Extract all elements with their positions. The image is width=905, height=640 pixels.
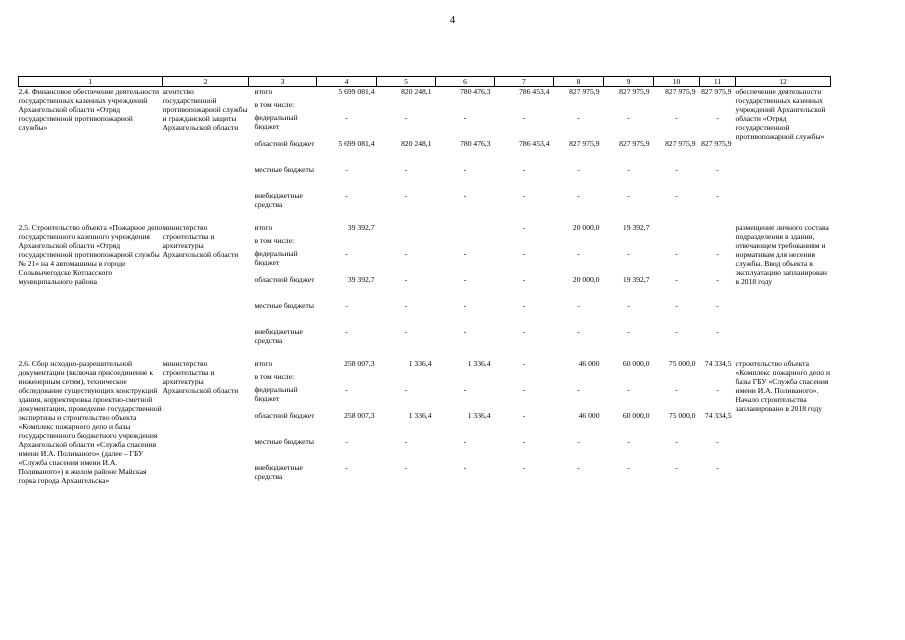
amount-cell <box>554 372 604 385</box>
amount-cell: - <box>522 358 526 368</box>
amount-cell <box>700 372 736 385</box>
amount-cell: 1 336,4 <box>408 358 432 368</box>
amount-cell: - <box>675 326 678 336</box>
column-header: 7 <box>495 77 554 87</box>
amount-cell: - <box>577 384 580 394</box>
amount-cell <box>436 100 495 113</box>
amount-cell: 75 000,0 <box>668 410 696 420</box>
amount-cell: 46 000 <box>578 410 600 420</box>
amount-cell: 1 336,4 <box>467 410 491 420</box>
amount-cell: - <box>627 436 630 446</box>
amount-cell: - <box>463 326 467 336</box>
amount-cell: 1 336,4 <box>408 410 432 420</box>
amount-cell <box>495 372 554 385</box>
amount-cell <box>654 100 700 113</box>
activity-name: 2.5. Строительство объекта «Пожарное депо государственного казенного учреждения Архангельской области «Отряд государственной противопожарной службы № 21» на 4 автомашины в городе Сольвычегодске Котласского муниципального района <box>18 222 163 286</box>
amount-cell: - <box>522 384 526 394</box>
amount-cell: - <box>716 190 719 200</box>
column-header: 12 <box>736 77 831 87</box>
amount-cell: 5 699 081,4 <box>338 87 375 96</box>
amount-cell: - <box>675 164 678 174</box>
amount-cell: - <box>627 248 630 258</box>
amount-cell: 786 453,4 <box>519 87 550 96</box>
amount-cell: - <box>404 112 408 122</box>
amount-cell: - <box>404 164 408 174</box>
amount-cell: 60 000,0 <box>622 410 650 420</box>
amount-cell: - <box>345 164 348 174</box>
executor-name: министерство строительства и архитектуры Архангельской области <box>162 222 239 259</box>
amount-cell: - <box>627 384 630 394</box>
column-header: 10 <box>654 77 700 87</box>
amount-cell: 39 392,7 <box>347 222 375 232</box>
page-number: 4 <box>449 14 456 26</box>
amount-cell <box>317 236 377 249</box>
amount-cell: - <box>522 248 526 258</box>
amount-cell <box>377 236 436 249</box>
program-table <box>18 76 831 489</box>
amount-cell: - <box>577 462 580 472</box>
funding-source-label: местные бюджеты <box>254 300 314 310</box>
amount-cell: - <box>522 222 526 232</box>
amount-cell: - <box>675 436 678 446</box>
amount-cell <box>377 372 436 385</box>
amount-cell: 60 000,0 <box>622 358 650 368</box>
amount-cell: - <box>404 462 408 472</box>
amount-cell: 20 000,0 <box>572 222 600 232</box>
funding-source-label: областной бюджет <box>254 410 315 420</box>
amount-cell: - <box>522 112 526 122</box>
amount-cell: - <box>463 112 467 122</box>
amount-cell: - <box>404 436 408 446</box>
amount-cell: - <box>675 384 678 394</box>
amount-cell: - <box>345 300 348 310</box>
amount-cell: 46 000 <box>578 358 600 368</box>
amount-cell: - <box>345 384 348 394</box>
amount-cell: - <box>675 248 678 258</box>
table-row <box>19 359 831 372</box>
amount-cell: 258 007,3 <box>344 358 375 368</box>
amount-cell <box>604 236 654 249</box>
column-header: 5 <box>377 77 436 87</box>
amount-cell: 827 975,9 <box>569 138 600 148</box>
funding-source-label: внебюджетные средства <box>254 462 303 481</box>
amount-cell: - <box>345 462 348 472</box>
amount-cell: - <box>716 248 719 258</box>
amount-cell: - <box>716 300 719 310</box>
amount-cell <box>654 372 700 385</box>
amount-cell: 820 248,1 <box>401 87 432 96</box>
amount-cell: - <box>463 462 467 472</box>
amount-cell: - <box>577 190 580 200</box>
amount-cell: - <box>627 326 630 336</box>
amount-cell: - <box>404 326 408 336</box>
amount-cell: - <box>675 462 678 472</box>
amount-cell <box>436 236 495 249</box>
amount-cell: 827 975,9 <box>619 87 650 96</box>
amount-cell: - <box>404 300 408 310</box>
amount-cell: - <box>463 384 467 394</box>
funding-source-label: в том числе: <box>254 235 295 245</box>
amount-cell: 258 007,3 <box>344 410 375 420</box>
amount-cell <box>317 100 377 113</box>
expected-result: размещение личного состава подразделения в здании, отвечающем требованиям и нормативам для несения службы. Ввод объекта в эксплуатацию запланирован в 2018 году <box>735 222 829 286</box>
amount-cell: - <box>345 248 348 258</box>
amount-cell <box>495 100 554 113</box>
funding-source-label: федеральный бюджет <box>254 112 298 131</box>
amount-cell <box>436 372 495 385</box>
amount-cell <box>700 236 736 249</box>
amount-cell: - <box>627 112 630 122</box>
amount-cell: - <box>627 190 630 200</box>
amount-cell: - <box>345 190 348 200</box>
amount-cell: 827 975,9 <box>619 138 650 148</box>
amount-cell: - <box>345 326 348 336</box>
amount-cell: - <box>404 248 408 258</box>
amount-cell: - <box>522 274 526 284</box>
funding-source-label: в том числе: <box>254 99 295 109</box>
amount-cell: 820 248,1 <box>401 138 432 148</box>
funding-source-label: в том числе: <box>254 371 295 381</box>
amount-cell: - <box>463 190 467 200</box>
funding-source-label: внебюджетные средства <box>254 326 303 345</box>
amount-cell: 780 476,3 <box>460 138 491 148</box>
amount-cell: 827 975,9 <box>665 87 696 96</box>
amount-cell <box>654 236 700 249</box>
amount-cell: - <box>522 164 526 174</box>
amount-cell <box>495 236 554 249</box>
amount-cell: - <box>404 384 408 394</box>
funding-source-label: итого <box>254 358 273 368</box>
funding-source-label: итого <box>254 222 273 232</box>
amount-cell: - <box>675 112 678 122</box>
amount-cell: - <box>716 112 719 122</box>
amount-cell: - <box>627 462 630 472</box>
activity-name: 2.4. Финансовое обеспечение деятельности государственных казенных учреждений Архангельской области «Отряд государственной противопожарной службы» <box>18 87 160 132</box>
amount-cell: - <box>345 112 348 122</box>
amount-cell: 20 000,0 <box>572 274 600 284</box>
amount-cell: 74 334,5 <box>704 410 732 420</box>
amount-cell: - <box>463 274 467 284</box>
amount-cell: - <box>716 384 719 394</box>
amount-cell: - <box>716 436 719 446</box>
column-header: 2 <box>163 77 249 87</box>
amount-cell <box>317 372 377 385</box>
amount-cell: 75 000,0 <box>668 358 696 368</box>
executor-name: министерство строительства и архитектуры Архангельской области <box>162 358 239 395</box>
column-header: 9 <box>604 77 654 87</box>
column-header: 8 <box>554 77 604 87</box>
funding-source-label: федеральный бюджет <box>254 248 298 267</box>
amount-cell: - <box>716 164 719 174</box>
amount-cell: 780 476,3 <box>460 87 491 96</box>
funding-source-label: областной бюджет <box>254 274 315 284</box>
amount-cell: - <box>577 248 580 258</box>
funding-source-label: итого <box>254 87 273 96</box>
column-header: 1 <box>19 77 163 87</box>
amount-cell: - <box>716 326 719 336</box>
amount-cell: - <box>522 190 526 200</box>
funding-source-label: местные бюджеты <box>254 436 314 446</box>
table-row <box>19 223 831 236</box>
amount-cell: 1 336,4 <box>467 358 491 368</box>
amount-cell <box>700 100 736 113</box>
expected-result: обеспечение деятельности государственных казенных учреждений Архангельской области «Отряд государственной противопожарной службы» <box>735 87 826 141</box>
column-number-row <box>19 77 831 87</box>
funding-source-label: внебюджетные средства <box>254 190 303 209</box>
amount-cell: - <box>627 300 630 310</box>
amount-cell: - <box>627 164 630 174</box>
activity-name: 2.6. Сбор исходно-разрешительной документации (включая присоединение к инженерным сетям), техническое обследование существующих конструкций здания, корректировка проектно-сметной документации, проведение государственной экспертизы и строительство объекта «Комплекс пожарного депо и базы государственного бюджетного учреждения Архангельской области «Служба спасения имени И.А. Поливаного» (далее – ГБУ «Служба спасения имени И.А. Поливаного») в жилом районе Майская горка города Архангельска» <box>18 358 162 485</box>
column-header: 4 <box>317 77 377 87</box>
amount-cell: - <box>463 436 467 446</box>
amount-cell <box>654 223 700 236</box>
amount-cell: 5 699 081,4 <box>338 138 375 148</box>
amount-cell: - <box>716 462 719 472</box>
amount-cell: 786 453,4 <box>519 138 550 148</box>
amount-cell: - <box>522 326 526 336</box>
column-header: 3 <box>249 77 317 87</box>
amount-cell: 827 975,9 <box>701 87 732 96</box>
amount-cell <box>377 223 436 236</box>
amount-cell: - <box>675 190 678 200</box>
funding-source-label: федеральный бюджет <box>254 384 298 403</box>
amount-cell: 19 392,7 <box>622 274 650 284</box>
amount-cell: 827 975,9 <box>701 138 732 148</box>
amount-cell: - <box>522 436 526 446</box>
amount-cell <box>436 223 495 236</box>
amount-cell: 74 334,5 <box>704 358 732 368</box>
table-row <box>19 87 831 100</box>
amount-cell: - <box>716 274 719 284</box>
executor-name: агентство государственной противопожарной службы и гражданской защиты Архангельской области <box>162 87 248 132</box>
amount-cell: 827 975,9 <box>569 87 600 96</box>
amount-cell: - <box>577 300 580 310</box>
column-header: 6 <box>436 77 495 87</box>
funding-source-label: областной бюджет <box>254 138 315 148</box>
amount-cell: - <box>463 300 467 310</box>
amount-cell: - <box>577 436 580 446</box>
amount-cell: - <box>577 164 580 174</box>
amount-cell <box>554 100 604 113</box>
amount-cell: - <box>577 326 580 336</box>
amount-cell: 19 392,7 <box>622 222 650 232</box>
amount-cell: - <box>463 248 467 258</box>
amount-cell: - <box>522 300 526 310</box>
amount-cell: - <box>522 462 526 472</box>
amount-cell: - <box>404 274 408 284</box>
amount-cell: 39 392,7 <box>347 274 375 284</box>
amount-cell: - <box>463 164 467 174</box>
column-header: 11 <box>700 77 736 87</box>
amount-cell: - <box>522 410 526 420</box>
amount-cell: - <box>675 300 678 310</box>
amount-cell: - <box>345 436 348 446</box>
amount-cell: 827 975,9 <box>665 138 696 148</box>
amount-cell: - <box>404 190 408 200</box>
amount-cell <box>554 236 604 249</box>
amount-cell: - <box>675 274 678 284</box>
amount-cell <box>700 223 736 236</box>
amount-cell <box>377 100 436 113</box>
amount-cell <box>604 100 654 113</box>
amount-cell <box>604 372 654 385</box>
expected-result: строительство объекта «Комплекс пожарного депо и базы ГБУ «Служба спасения имени И.А. Поливаного». Начало строительства запланировано в 2018 году <box>735 358 831 413</box>
amount-cell: - <box>577 112 580 122</box>
funding-source-label: местные бюджеты <box>254 164 314 174</box>
